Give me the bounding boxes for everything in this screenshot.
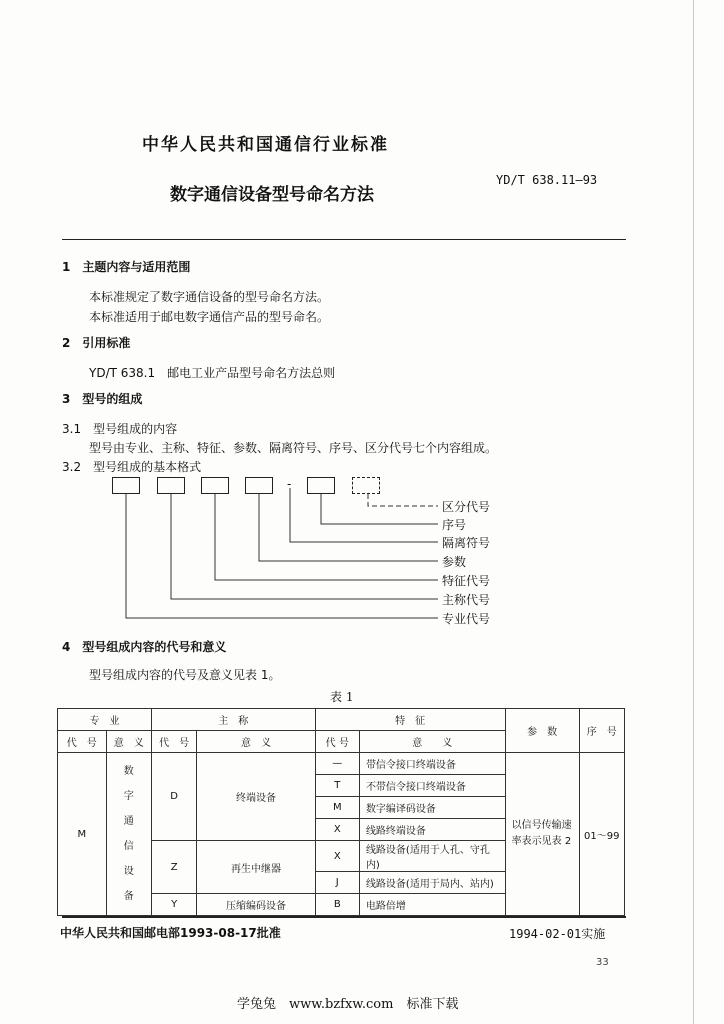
effective-date: 1994-02-01实施 (509, 927, 606, 941)
th-main-code: 代 号 (151, 731, 196, 753)
th-feature: 特 征 (315, 709, 505, 731)
section-3-heading: 3 型号的组成 (62, 392, 143, 406)
footer-rule (62, 916, 626, 918)
cell-main-code-z: Z (151, 841, 196, 894)
cell-feature-meaning: 线路终端设备 (359, 819, 505, 841)
section-1-para-1: 本标准规定了数字通信设备的型号命名方法。 (89, 290, 330, 304)
cell-main-code-d: D (151, 753, 196, 841)
diagram-label-major: 专业代号 (442, 612, 491, 626)
format-separator: - (287, 477, 292, 491)
code-meaning-table (57, 708, 625, 916)
section-3-1-heading: 3.1 型号组成的内容 (62, 422, 178, 436)
standard-code: YD/T 638.11—93 (496, 173, 598, 187)
th-major-code: 代 号 (58, 731, 107, 753)
cell-major-code: M (58, 753, 107, 916)
cell-feature-code: — (315, 753, 359, 775)
cell-feature-meaning: 带信令接口终端设备 (359, 753, 505, 775)
cell-feature-meaning: 数字编译码设备 (359, 797, 505, 819)
diagram-label-separator: 隔离符号 (442, 536, 491, 550)
cell-feature-meaning: 不带信令接口终端设备 (359, 775, 505, 797)
standard-title: 中华人民共和国通信行业标准 (142, 135, 389, 155)
section-2-reference: YD/T 638.1 邮电工业产品型号命名方法总则 (89, 366, 336, 380)
th-feature-meaning: 意 义 (359, 731, 505, 753)
th-main-name: 主 称 (151, 709, 315, 731)
cell-feature-meaning: 线路设备(适用于人孔、守孔内) (359, 841, 505, 872)
section-3-2-heading: 3.2 型号组成的基本格式 (62, 460, 202, 474)
diagram-label-main: 主称代号 (442, 593, 491, 607)
cell-main-meaning-z: 再生中继器 (197, 841, 315, 894)
cell-feature-code: J (315, 872, 359, 894)
cell-main-meaning-y: 压缩编码设备 (197, 894, 315, 916)
cell-param: 以信号传输速率表示见表 2 (505, 753, 579, 916)
cell-feature-code: B (315, 894, 359, 916)
section-3-1-text: 型号由专业、主称、特征、参数、隔离符号、序号、区分代号七个内容组成。 (89, 441, 498, 455)
th-param: 参 数 (505, 709, 579, 753)
approval-text: 中华人民共和国邮电部1993-08-17批准 (60, 926, 281, 940)
cell-main-meaning-d: 终端设备 (197, 753, 315, 841)
cell-feature-code: T (315, 775, 359, 797)
cell-feature-code: X (315, 841, 359, 872)
section-1-heading: 1 主题内容与适用范围 (62, 260, 191, 274)
section-1-para-2: 本标准适用于邮电数字通信产品的型号命名。 (89, 310, 330, 324)
cell-feature-code: M (315, 797, 359, 819)
page-number: 33 (596, 957, 609, 968)
diagram-label-serial: 序号 (442, 518, 467, 532)
cell-feature-code: X (315, 819, 359, 841)
site-watermark: 学兔兔 www.bzfxw.com 标准下载 (237, 997, 459, 1012)
th-major: 专 业 (58, 709, 152, 731)
diagram-label-feature: 特征代号 (442, 574, 491, 588)
document-title: 数字通信设备型号命名方法 (170, 185, 374, 205)
diagram-label-param: 参数 (442, 555, 467, 569)
section-4-text: 型号组成内容的代号及意义见表 1。 (89, 668, 281, 682)
th-major-meaning: 意 义 (106, 731, 151, 753)
th-main-meaning: 意 义 (197, 731, 315, 753)
cell-feature-meaning: 电路倍增 (359, 894, 505, 916)
diagram-label-distinguish: 区分代号 (442, 500, 491, 514)
section-2-heading: 2 引用标准 (62, 336, 131, 350)
cell-main-code-y: Y (151, 894, 196, 916)
table-caption: 表 1 (330, 690, 354, 704)
section-4-heading: 4 型号组成内容的代号和意义 (62, 640, 227, 654)
cell-feature-meaning: 线路设备(适用于局内、站内) (359, 872, 505, 894)
th-feature-code: 代 号 (315, 731, 359, 753)
th-serial: 序 号 (579, 709, 624, 753)
cell-major-meaning: 数 字 通 信 设 备 (106, 753, 151, 916)
cell-serial: 01～99 (579, 753, 624, 916)
